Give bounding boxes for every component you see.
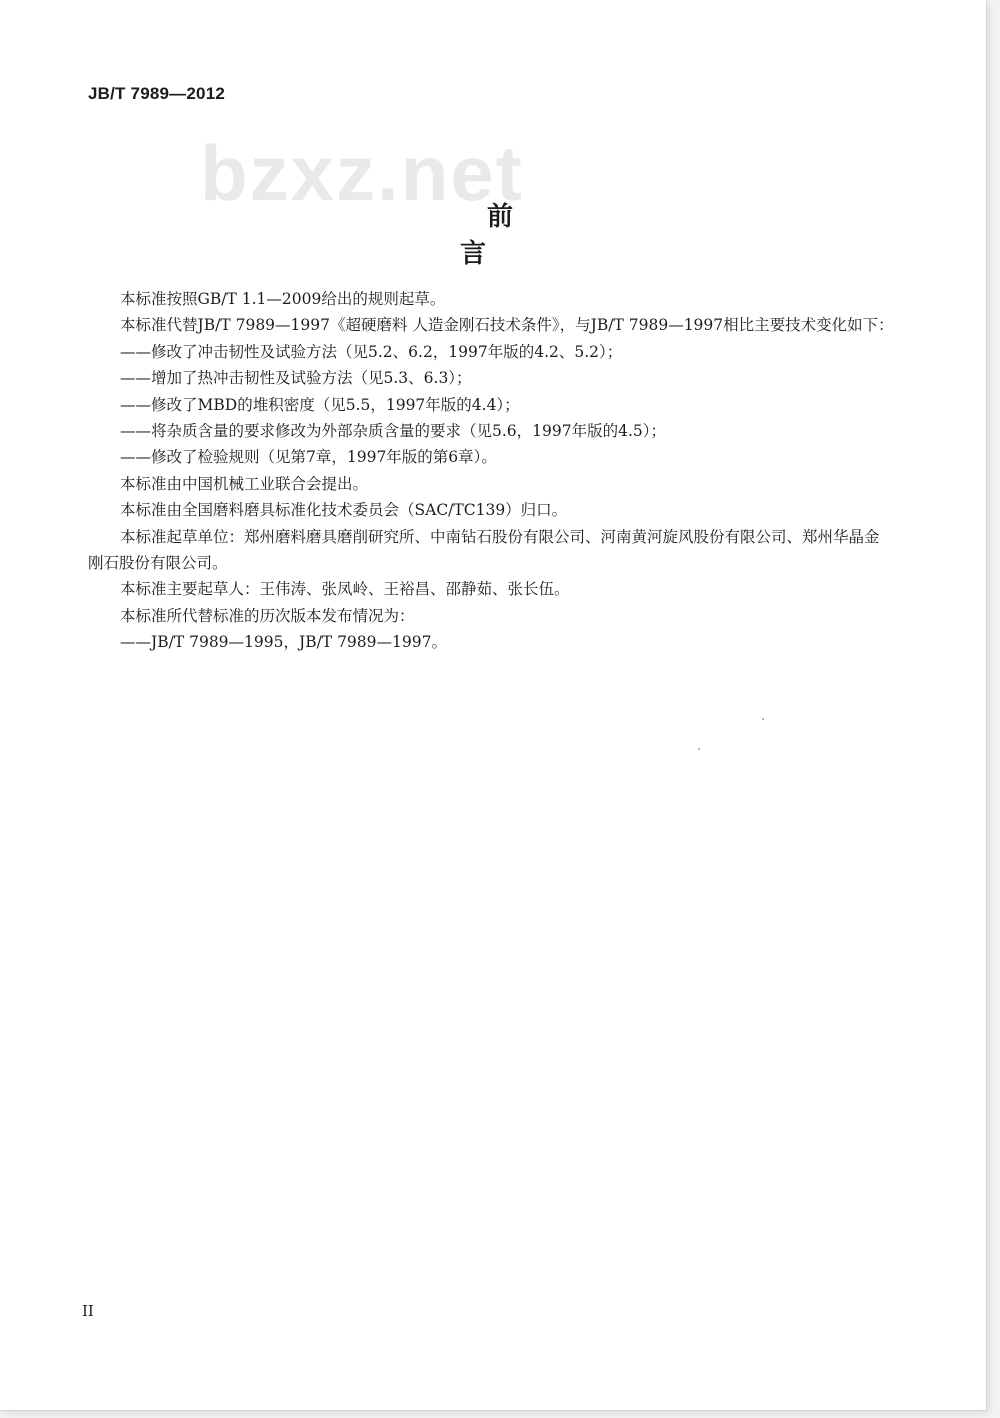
change-item: ——增加了热冲击韧性及试验方法（见5.3、6.3）； [120,369,472,388]
change-item: ——将杂质含量的要求修改为外部杂质含量的要求（见5.6，1997年版的4.5）； [120,422,666,441]
paragraph-replacement: 本标准代替JB/T 7989—1997《超硬磨料 人造金刚石技术条件》，与JB/T 7989—1997相比主要技术变化如下： [120,316,894,335]
page-title: 前 言 [459,202,567,269]
paragraph-committee: 本标准由全国磨料磨具标准化技术委员会（SAC/TC139）归口。 [120,501,568,520]
scan-speck [762,718,764,720]
paragraph-proposer: 本标准由中国机械工业联合会提出。 [120,474,369,493]
change-item: ——修改了检验规则（见第7章，1997年版的第6章）。 [120,448,497,467]
watermark: bzxz.net [200,129,524,217]
change-item: ——修改了冲击韧性及试验方法（见5.2、6.2，1997年版的4.2、5.2）； [120,342,623,361]
paragraph-drafting-units: 本标准起草单位：郑州磨料磨具磨削研究所、中南钻石股份有限公司、河南黄河旋风股份有限公司、郑州华晶金刚石股份有限公司。 [88,527,880,573]
page-number: II [82,1302,94,1320]
scan-speck [698,748,700,750]
change-item: ——修改了MBD的堆积密度（见5.5，1997年版的4.4）； [120,395,520,414]
paragraph-drafting-rules: 本标准按照GB/T 1.1—2009给出的规则起草。 [120,290,446,308]
standard-code: JB/T 7989—2012 [88,84,225,103]
history-item: ——JB/T 7989—1995，JB/T 7989—1997。 [120,633,447,652]
paragraph-drafters: 本标准主要起草人：王伟涛、张凤岭、王裕昌、邵静茹、张长伍。 [120,580,570,599]
paragraph-history-intro: 本标准所代替标准的历次版本发布情况为： [120,606,415,625]
foreword-body [88,286,894,656]
